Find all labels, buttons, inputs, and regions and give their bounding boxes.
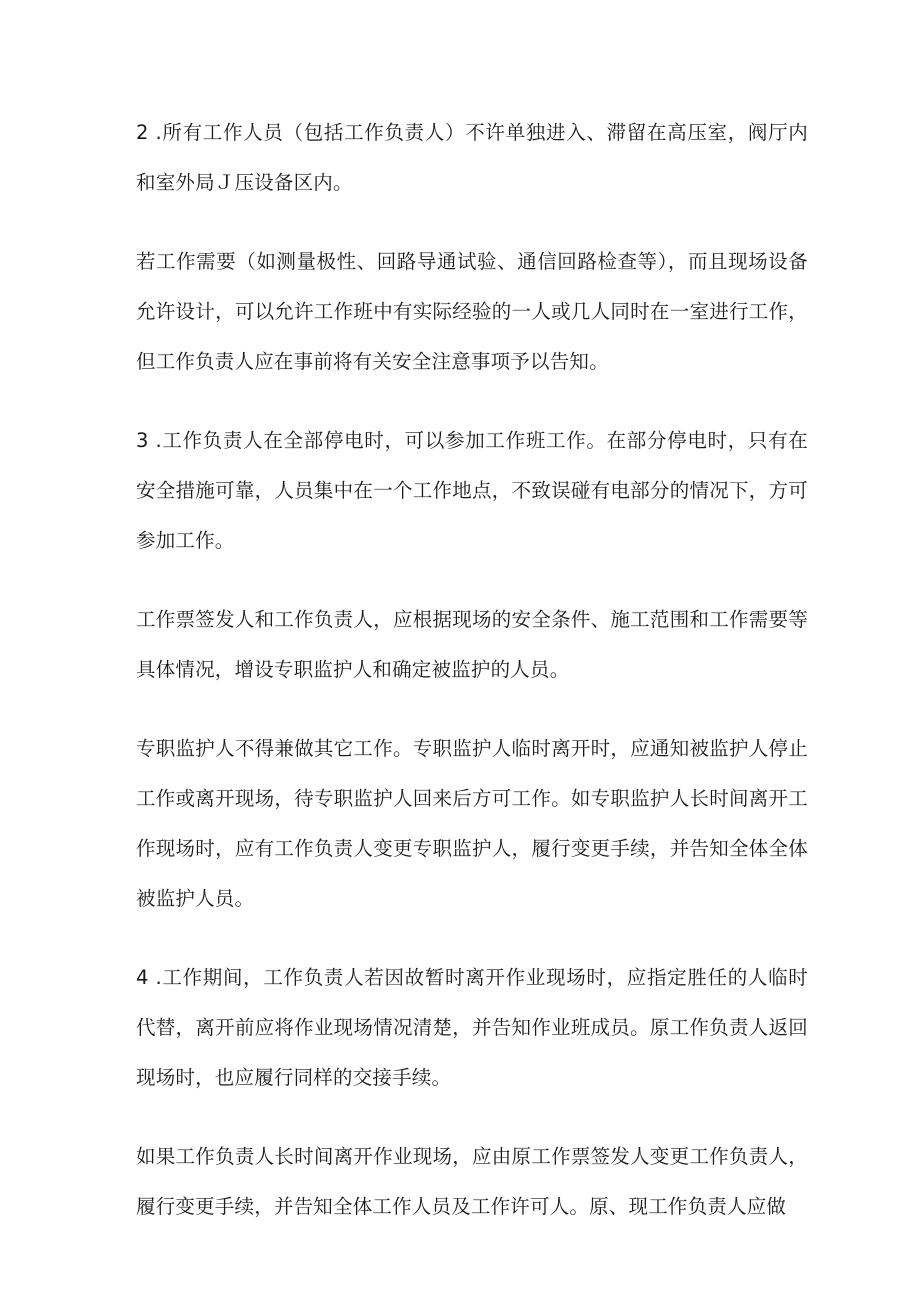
paragraph-item-4-rule: 4 .工作期间，工作负责人若因故暂时离开作业现场时，应指定胜任的人临时代替，离开前应将作业现场情况清楚，并告知作业班成员。原工作负责人返回现场时，也应履行同样的交接手续。 [136,966,808,1089]
paragraph-work-needs-exception: 若工作需要（如测量极性、回路导通试验、通信回路检查等），而且现场设备允许设计，可以允许工作班中有实际经验的一人或几人同时在一室进行工作，但工作负责人应在事前将有关安全注意事项予以告知。 [136,250,808,373]
document-body [136,108,808,1261]
paragraph-item-3-rule: 3 .工作负责人在全部停电时，可以参加工作班工作。在部分停电时，只有在安全措施可靠，人员集中在一个工作地点，不致误碰有电部分的情况下，方可参加工作。 [136,429,808,552]
paragraph-long-absence: 如果工作负责人长时间离开作业现场，应由原工作票签发人变更工作负责人，履行变更手续，并告知全体工作人员及工作许可人。原、现工作负责人应做 [136,1145,808,1218]
paragraph-supervisor-duties: 专职监护人不得兼做其它工作。专职监护人临时离开时，应通知被监护人停止工作或离开现场，待专职监护人回来后方可工作。如专职监护人长时间离开工作现场时，应有工作负责人变更专职监护人，履行变更手续，并告知全体全体被监护人员。 [136,737,808,910]
paragraph-supervisor-assignment: 工作票签发人和工作负责人，应根据现场的安全条件、施工范围和工作需要等具体情况，增设专职监护人和确定被监护的人员。 [136,608,808,681]
paragraph-item-2-rule: 2 .所有工作人员（包括工作负责人）不许单独进入、滞留在高压室，阀厅内和室外局Ｊ压设备区内。 [136,121,808,194]
